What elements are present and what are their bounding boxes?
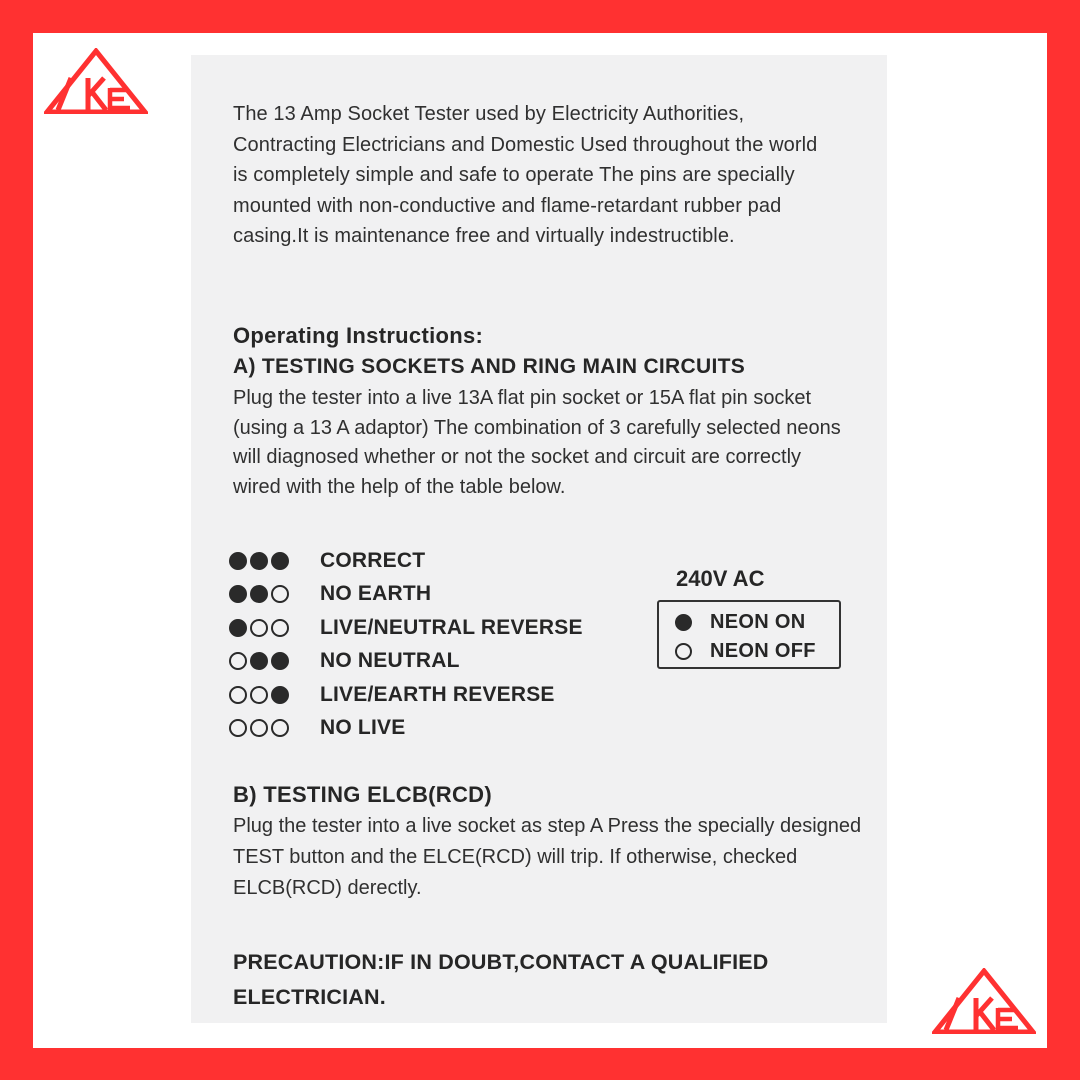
operating-instructions-heading: Operating Instructions: xyxy=(233,323,484,348)
precaution-text: PRECAUTION:IF IN DOUBT,CONTACT A QUALIFIED ELECTRICIAN. xyxy=(233,950,769,1009)
neon-key-on xyxy=(675,608,839,637)
neon-on-label: NEON ON xyxy=(710,611,806,633)
empty-circle-icon xyxy=(250,719,268,737)
logo-bottom-right xyxy=(932,968,1036,1034)
legend-row xyxy=(229,645,583,679)
instruction-sheet xyxy=(191,55,887,1023)
filled-circle-icon xyxy=(250,585,268,603)
section-b-heading: B) TESTING ELCB(RCD) xyxy=(233,782,492,807)
filled-circle-icon xyxy=(271,552,289,570)
filled-circle-icon xyxy=(675,614,692,631)
neon-key-box xyxy=(657,600,841,669)
section-a-heading: A) TESTING SOCKETS AND RING MAIN CIRCUITS xyxy=(233,355,746,378)
filled-circle-icon xyxy=(250,552,268,570)
filled-circle-icon xyxy=(271,686,289,704)
neon-pattern xyxy=(229,619,320,637)
legend-row xyxy=(229,578,583,612)
filled-circle-icon xyxy=(229,619,247,637)
neon-pattern xyxy=(229,652,320,670)
filled-circle-icon xyxy=(229,585,247,603)
neon-legend-table xyxy=(229,544,583,745)
legend-row xyxy=(229,712,583,746)
empty-circle-icon xyxy=(271,619,289,637)
lke-logo-icon xyxy=(44,48,148,114)
empty-circle-icon xyxy=(250,686,268,704)
neon-pattern xyxy=(229,585,320,603)
filled-circle-icon xyxy=(229,552,247,570)
empty-circle-icon xyxy=(271,719,289,737)
neon-off-label: NEON OFF xyxy=(710,640,816,662)
neon-pattern xyxy=(229,719,320,737)
legend-row xyxy=(229,678,583,712)
lke-logo-icon xyxy=(932,968,1036,1034)
section-b-paragraph: Plug the tester into a live socket as step A Press the specially designed TEST button and the ELCE(RCD) will trip. If otherwise, checked ELCB(RCD) derectly. xyxy=(233,815,862,899)
legend-label: CORRECT xyxy=(320,548,426,572)
neon-pattern xyxy=(229,552,320,570)
empty-circle-icon xyxy=(675,643,692,660)
neon-pattern xyxy=(229,686,320,704)
legend-row xyxy=(229,544,583,578)
neon-key-off xyxy=(675,637,839,666)
legend-label: NO LIVE xyxy=(320,716,406,740)
section-a-paragraph: Plug the tester into a live 13A flat pin socket or 15A flat pin socket (using a 13 A adaptor) The combination of 3 carefully selected neons will diagnosed whether or not the socket and circuit are correctly wired with the help of the table below. xyxy=(233,387,841,498)
voltage-label: 240V AC xyxy=(676,566,765,591)
legend-label: LIVE/NEUTRAL REVERSE xyxy=(320,615,583,639)
empty-circle-icon xyxy=(229,652,247,670)
filled-circle-icon xyxy=(271,652,289,670)
empty-circle-icon xyxy=(271,585,289,603)
empty-circle-icon xyxy=(250,619,268,637)
legend-label: NO NEUTRAL xyxy=(320,649,460,673)
empty-circle-icon xyxy=(229,686,247,704)
intro-paragraph: The 13 Amp Socket Tester used by Electricity Authorities, Contracting Electricians and Domestic Used throughout the world is completely simple and safe to operate The pins are specially mounted with non-conductive and flame-retardant rubber pad casing.It is maintenance free and virtually indestructible. xyxy=(233,103,818,247)
legend-label: LIVE/EARTH REVERSE xyxy=(320,682,555,706)
empty-circle-icon xyxy=(229,719,247,737)
legend-label: NO EARTH xyxy=(320,582,432,606)
logo-top-left xyxy=(44,48,148,114)
legend-row xyxy=(229,611,583,645)
filled-circle-icon xyxy=(250,652,268,670)
